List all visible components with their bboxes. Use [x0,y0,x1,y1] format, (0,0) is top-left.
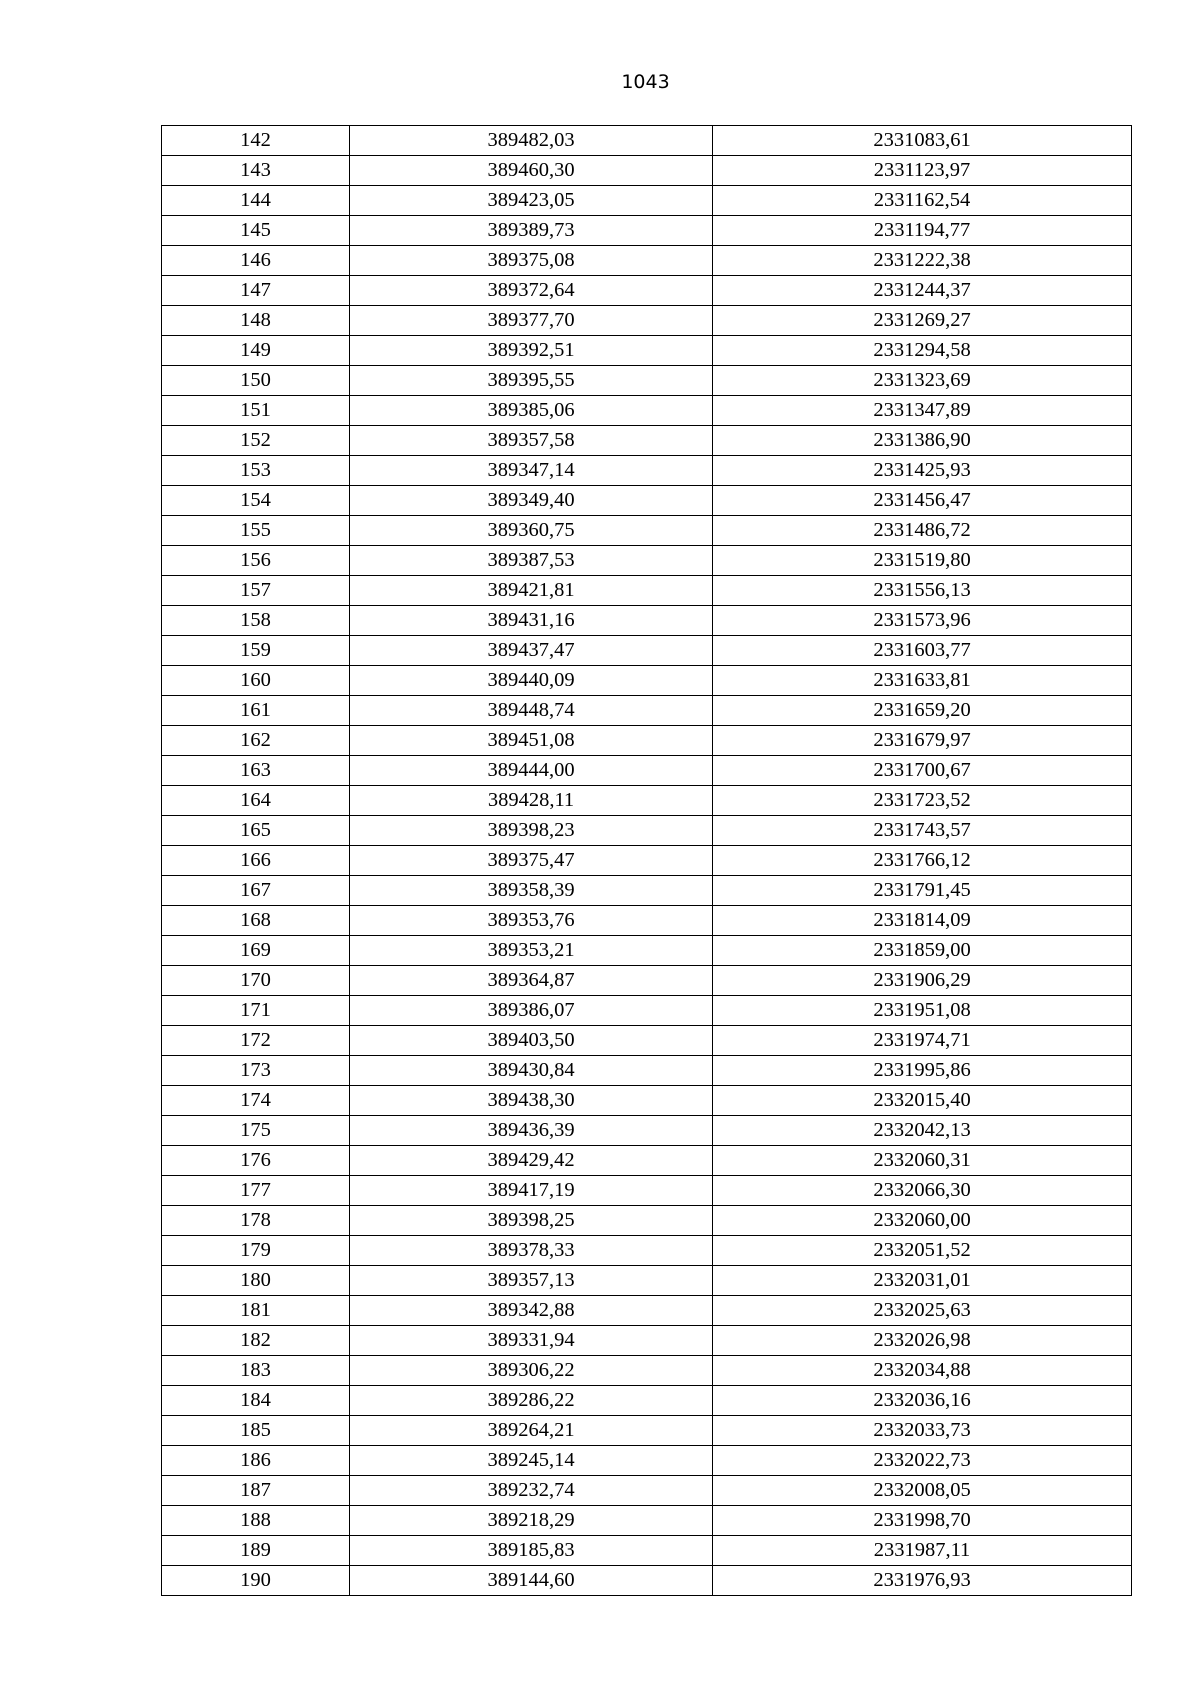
x-coordinate-cell: 389430,84 [350,1056,713,1086]
y-coordinate-cell: 2331162,54 [713,186,1132,216]
point-number-cell: 170 [162,966,350,996]
point-number-cell: 142 [162,126,350,156]
point-number-cell: 168 [162,906,350,936]
point-number-cell: 183 [162,1356,350,1386]
y-coordinate-cell: 2331743,57 [713,816,1132,846]
x-coordinate-cell: 389421,81 [350,576,713,606]
coordinates-table [161,125,1132,1596]
point-number-cell: 171 [162,996,350,1026]
point-number-cell: 189 [162,1536,350,1566]
point-number-cell: 156 [162,546,350,576]
y-coordinate-cell: 2331951,08 [713,996,1132,1026]
table-row [162,546,1132,576]
x-coordinate-cell: 389357,13 [350,1266,713,1296]
table-row [162,456,1132,486]
point-number-cell: 149 [162,336,350,366]
x-coordinate-cell: 389395,55 [350,366,713,396]
y-coordinate-cell: 2331906,29 [713,966,1132,996]
point-number-cell: 143 [162,156,350,186]
x-coordinate-cell: 389387,53 [350,546,713,576]
table-row [162,1086,1132,1116]
point-number-cell: 151 [162,396,350,426]
x-coordinate-cell: 389306,22 [350,1356,713,1386]
point-number-cell: 146 [162,246,350,276]
table-row [162,906,1132,936]
y-coordinate-cell: 2331573,96 [713,606,1132,636]
y-coordinate-cell: 2331294,58 [713,336,1132,366]
y-coordinate-cell: 2332042,13 [713,1116,1132,1146]
x-coordinate-cell: 389398,23 [350,816,713,846]
y-coordinate-cell: 2331347,89 [713,396,1132,426]
point-number-cell: 182 [162,1326,350,1356]
y-coordinate-cell: 2331998,70 [713,1506,1132,1536]
table-row [162,516,1132,546]
table-row [162,1236,1132,1266]
point-number-cell: 188 [162,1506,350,1536]
table-row [162,1026,1132,1056]
point-number-cell: 186 [162,1446,350,1476]
table-row [162,966,1132,996]
table-row [162,1116,1132,1146]
y-coordinate-cell: 2331791,45 [713,876,1132,906]
table-row [162,276,1132,306]
x-coordinate-cell: 389245,14 [350,1446,713,1476]
y-coordinate-cell: 2331633,81 [713,666,1132,696]
x-coordinate-cell: 389353,21 [350,936,713,966]
y-coordinate-cell: 2331556,13 [713,576,1132,606]
table-row [162,1386,1132,1416]
x-coordinate-cell: 389375,08 [350,246,713,276]
x-coordinate-cell: 389360,75 [350,516,713,546]
y-coordinate-cell: 2331859,00 [713,936,1132,966]
x-coordinate-cell: 389375,47 [350,846,713,876]
y-coordinate-cell: 2331323,69 [713,366,1132,396]
table-row [162,696,1132,726]
point-number-cell: 181 [162,1296,350,1326]
point-number-cell: 176 [162,1146,350,1176]
point-number-cell: 158 [162,606,350,636]
x-coordinate-cell: 389264,21 [350,1416,713,1446]
x-coordinate-cell: 389429,42 [350,1146,713,1176]
table-row [162,246,1132,276]
table-row [162,126,1132,156]
y-coordinate-cell: 2332033,73 [713,1416,1132,1446]
table-row [162,396,1132,426]
x-coordinate-cell: 389378,33 [350,1236,713,1266]
point-number-cell: 155 [162,516,350,546]
point-number-cell: 154 [162,486,350,516]
x-coordinate-cell: 389482,03 [350,126,713,156]
y-coordinate-cell: 2332034,88 [713,1356,1132,1386]
y-coordinate-cell: 2332026,98 [713,1326,1132,1356]
table-row [162,666,1132,696]
y-coordinate-cell: 2332015,40 [713,1086,1132,1116]
y-coordinate-cell: 2331723,52 [713,786,1132,816]
y-coordinate-cell: 2332031,01 [713,1266,1132,1296]
x-coordinate-cell: 389444,00 [350,756,713,786]
x-coordinate-cell: 389372,64 [350,276,713,306]
x-coordinate-cell: 389451,08 [350,726,713,756]
table-row [162,1266,1132,1296]
table-row [162,1056,1132,1086]
table-row [162,1566,1132,1596]
table-row [162,606,1132,636]
y-coordinate-cell: 2331814,09 [713,906,1132,936]
y-coordinate-cell: 2331244,37 [713,276,1132,306]
y-coordinate-cell: 2331995,86 [713,1056,1132,1086]
point-number-cell: 179 [162,1236,350,1266]
table-row [162,876,1132,906]
point-number-cell: 152 [162,426,350,456]
y-coordinate-cell: 2331269,27 [713,306,1132,336]
point-number-cell: 164 [162,786,350,816]
point-number-cell: 166 [162,846,350,876]
x-coordinate-cell: 389144,60 [350,1566,713,1596]
point-number-cell: 162 [162,726,350,756]
table-row [162,576,1132,606]
table-row [162,186,1132,216]
table-row [162,1176,1132,1206]
point-number-cell: 177 [162,1176,350,1206]
table-row [162,726,1132,756]
point-number-cell: 144 [162,186,350,216]
x-coordinate-cell: 389448,74 [350,696,713,726]
table-row [162,1536,1132,1566]
y-coordinate-cell: 2332025,63 [713,1296,1132,1326]
table-row [162,816,1132,846]
table-row [162,846,1132,876]
table-row [162,936,1132,966]
x-coordinate-cell: 389389,73 [350,216,713,246]
point-number-cell: 187 [162,1476,350,1506]
page-number: 1043 [621,71,670,93]
y-coordinate-cell: 2331766,12 [713,846,1132,876]
point-number-cell: 167 [162,876,350,906]
point-number-cell: 178 [162,1206,350,1236]
x-coordinate-cell: 389342,88 [350,1296,713,1326]
table-row [162,636,1132,666]
point-number-cell: 145 [162,216,350,246]
y-coordinate-cell: 2331386,90 [713,426,1132,456]
x-coordinate-cell: 389403,50 [350,1026,713,1056]
x-coordinate-cell: 389460,30 [350,156,713,186]
x-coordinate-cell: 389347,14 [350,456,713,486]
table-row [162,1296,1132,1326]
point-number-cell: 161 [162,696,350,726]
point-number-cell: 148 [162,306,350,336]
point-number-cell: 173 [162,1056,350,1086]
table-row [162,1446,1132,1476]
point-number-cell: 159 [162,636,350,666]
x-coordinate-cell: 389438,30 [350,1086,713,1116]
x-coordinate-cell: 389353,76 [350,906,713,936]
x-coordinate-cell: 389423,05 [350,186,713,216]
y-coordinate-cell: 2331974,71 [713,1026,1132,1056]
x-coordinate-cell: 389437,47 [350,636,713,666]
y-coordinate-cell: 2331222,38 [713,246,1132,276]
table-row [162,1356,1132,1386]
point-number-cell: 169 [162,936,350,966]
table-row [162,996,1132,1026]
table-row [162,426,1132,456]
point-number-cell: 157 [162,576,350,606]
y-coordinate-cell: 2331659,20 [713,696,1132,726]
y-coordinate-cell: 2331519,80 [713,546,1132,576]
point-number-cell: 185 [162,1416,350,1446]
y-coordinate-cell: 2331679,97 [713,726,1132,756]
table-row [162,306,1132,336]
table-row [162,1416,1132,1446]
point-number-cell: 163 [162,756,350,786]
y-coordinate-cell: 2332066,30 [713,1176,1132,1206]
point-number-cell: 172 [162,1026,350,1056]
x-coordinate-cell: 389358,39 [350,876,713,906]
point-number-cell: 180 [162,1266,350,1296]
y-coordinate-cell: 2332051,52 [713,1236,1132,1266]
x-coordinate-cell: 389218,29 [350,1506,713,1536]
point-number-cell: 153 [162,456,350,486]
table-row [162,1506,1132,1536]
table-row [162,786,1132,816]
table-row [162,366,1132,396]
x-coordinate-cell: 389331,94 [350,1326,713,1356]
x-coordinate-cell: 389377,70 [350,306,713,336]
x-coordinate-cell: 389440,09 [350,666,713,696]
x-coordinate-cell: 389364,87 [350,966,713,996]
x-coordinate-cell: 389385,06 [350,396,713,426]
y-coordinate-cell: 2331976,93 [713,1566,1132,1596]
table-row [162,336,1132,366]
point-number-cell: 175 [162,1116,350,1146]
y-coordinate-cell: 2332022,73 [713,1446,1132,1476]
x-coordinate-cell: 389386,07 [350,996,713,1026]
y-coordinate-cell: 2332008,05 [713,1476,1132,1506]
coordinates-table-body [162,126,1132,1596]
table-row [162,156,1132,186]
point-number-cell: 165 [162,816,350,846]
y-coordinate-cell: 2331987,11 [713,1536,1132,1566]
x-coordinate-cell: 389357,58 [350,426,713,456]
x-coordinate-cell: 389185,83 [350,1536,713,1566]
point-number-cell: 190 [162,1566,350,1596]
point-number-cell: 174 [162,1086,350,1116]
table-row [162,1146,1132,1176]
x-coordinate-cell: 389431,16 [350,606,713,636]
table-row [162,216,1132,246]
x-coordinate-cell: 389392,51 [350,336,713,366]
x-coordinate-cell: 389398,25 [350,1206,713,1236]
y-coordinate-cell: 2331194,77 [713,216,1132,246]
y-coordinate-cell: 2331603,77 [713,636,1132,666]
x-coordinate-cell: 389232,74 [350,1476,713,1506]
y-coordinate-cell: 2332036,16 [713,1386,1132,1416]
table-row [162,486,1132,516]
table-row [162,1476,1132,1506]
x-coordinate-cell: 389349,40 [350,486,713,516]
point-number-cell: 184 [162,1386,350,1416]
x-coordinate-cell: 389417,19 [350,1176,713,1206]
y-coordinate-cell: 2331425,93 [713,456,1132,486]
table-row [162,1206,1132,1236]
y-coordinate-cell: 2331456,47 [713,486,1132,516]
point-number-cell: 150 [162,366,350,396]
y-coordinate-cell: 2332060,00 [713,1206,1132,1236]
y-coordinate-cell: 2331700,67 [713,756,1132,786]
point-number-cell: 160 [162,666,350,696]
point-number-cell: 147 [162,276,350,306]
x-coordinate-cell: 389428,11 [350,786,713,816]
y-coordinate-cell: 2331083,61 [713,126,1132,156]
x-coordinate-cell: 389286,22 [350,1386,713,1416]
x-coordinate-cell: 389436,39 [350,1116,713,1146]
y-coordinate-cell: 2331123,97 [713,156,1132,186]
y-coordinate-cell: 2332060,31 [713,1146,1132,1176]
y-coordinate-cell: 2331486,72 [713,516,1132,546]
table-row [162,1326,1132,1356]
table-row [162,756,1132,786]
